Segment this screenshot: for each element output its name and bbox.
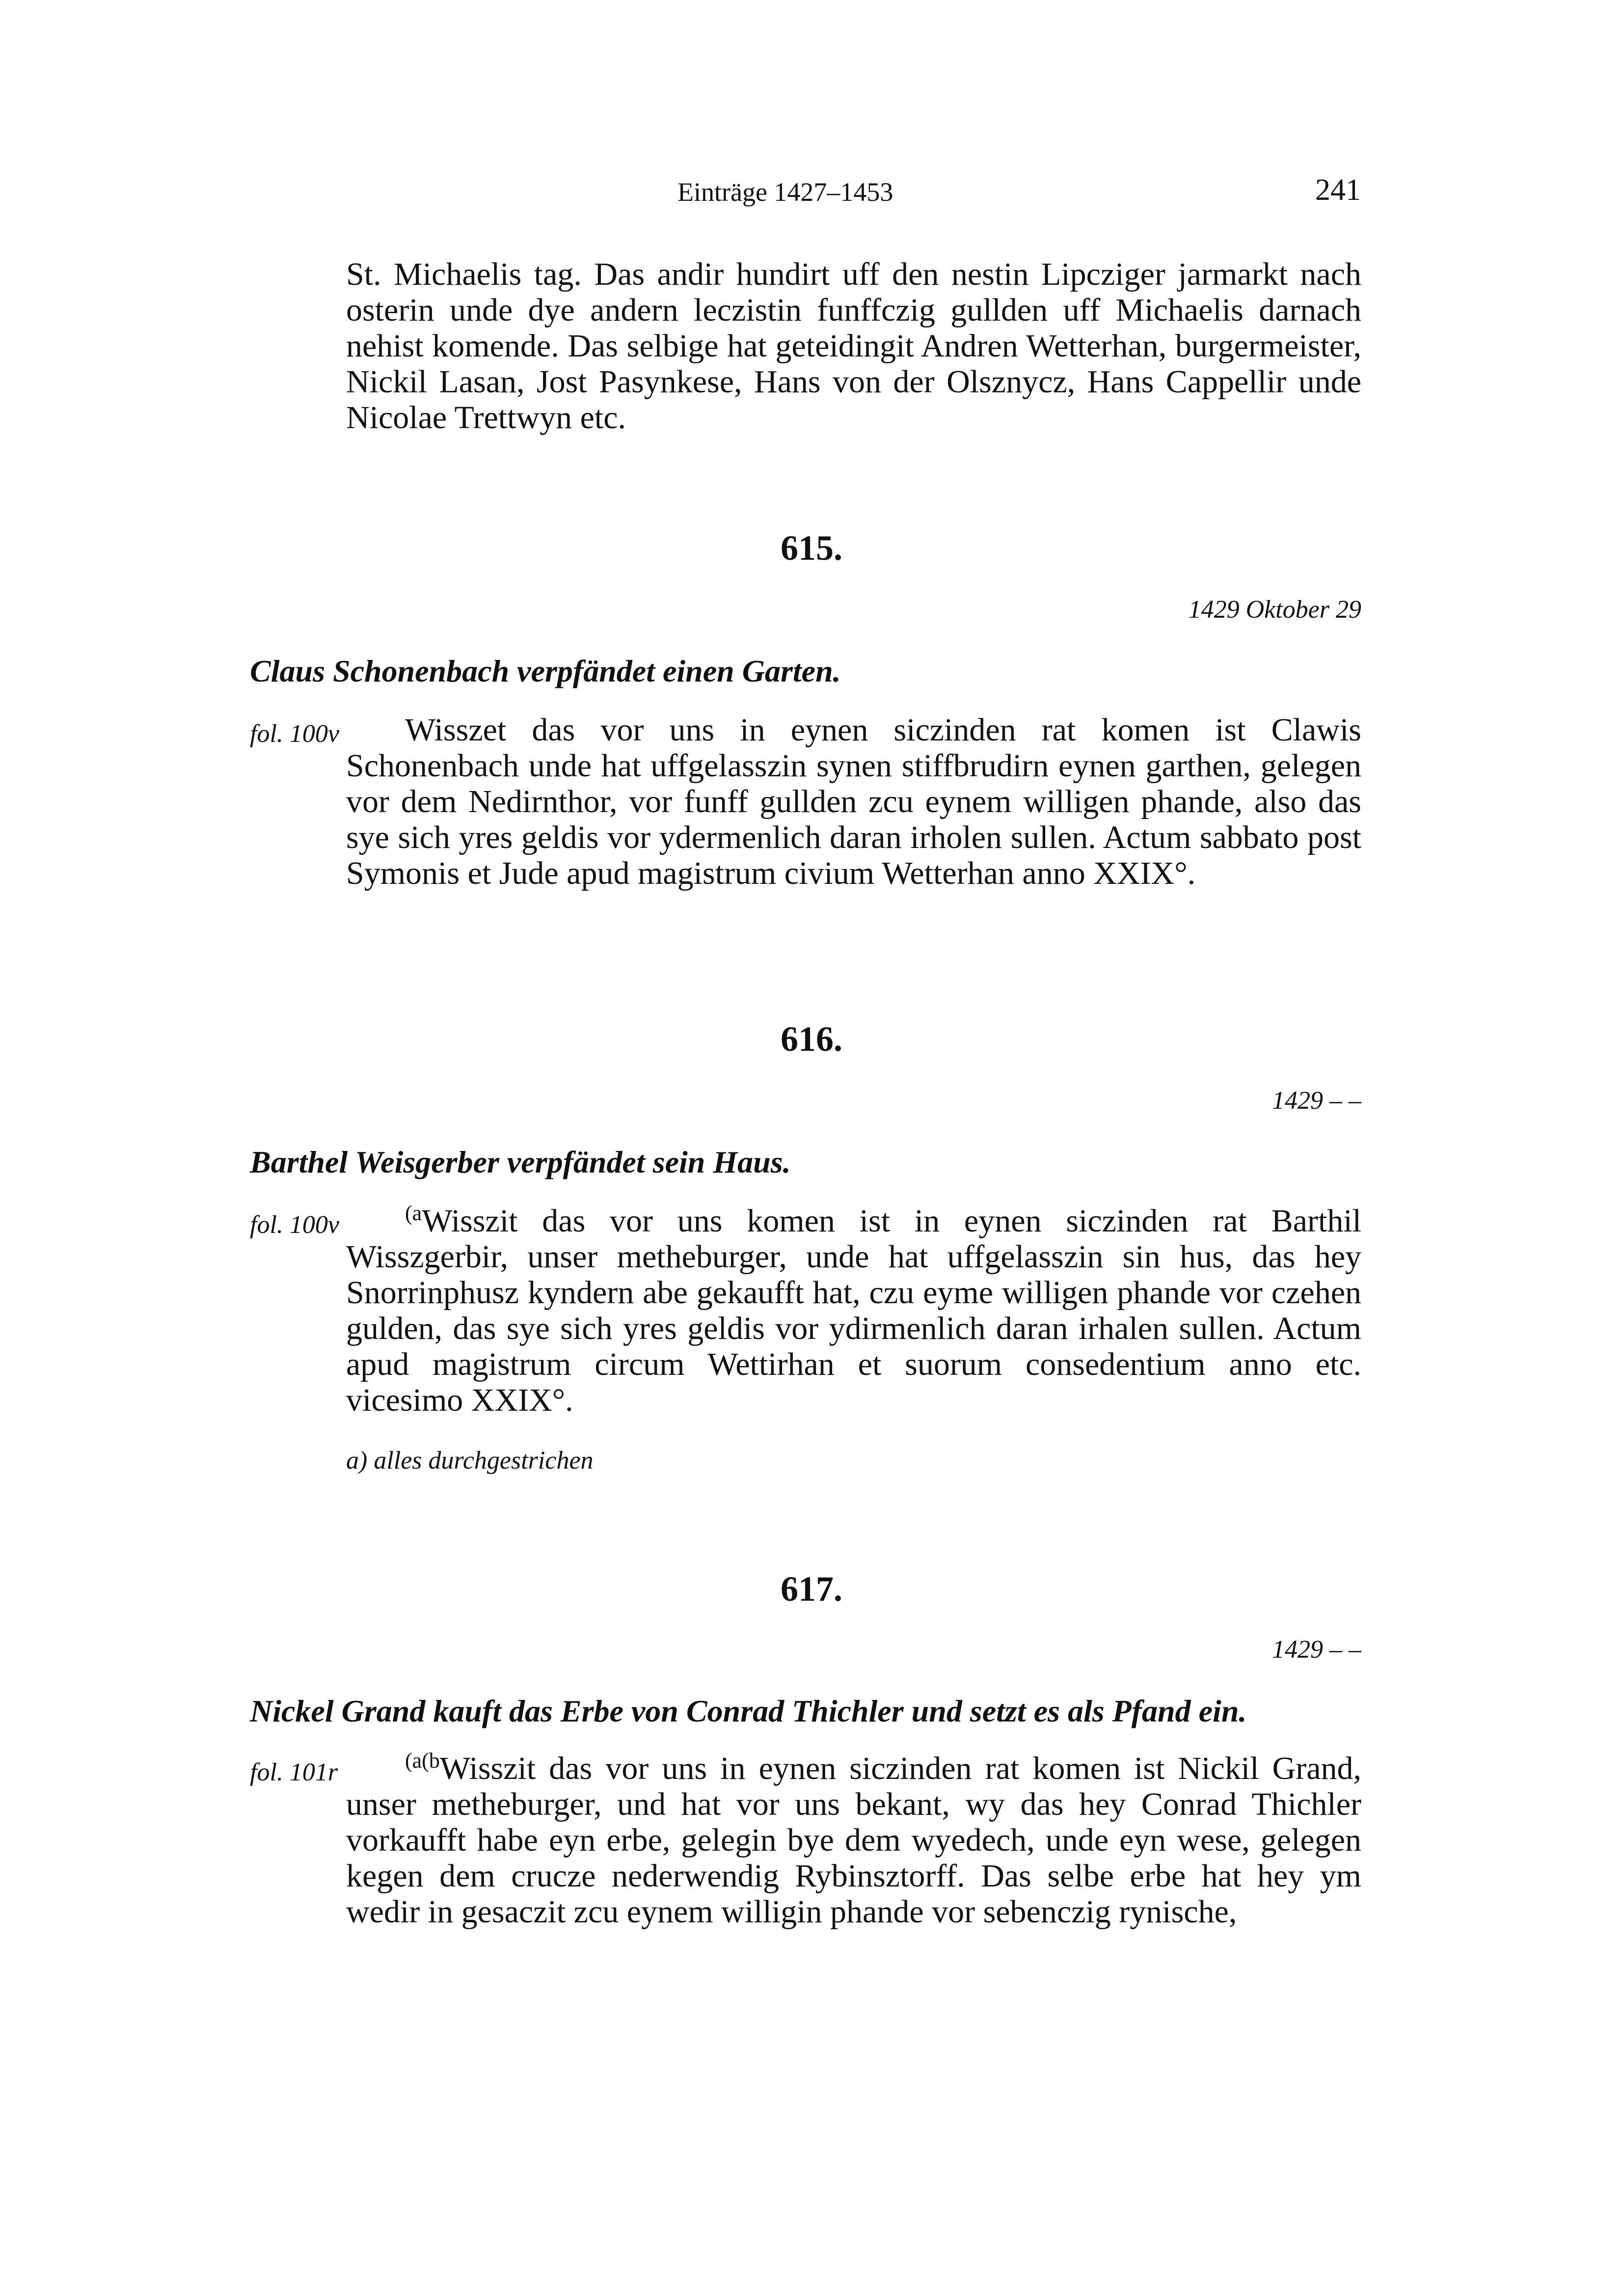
entry-body: Wisszit das vor uns in eynen siczinden rat komen ist Nickil Grand, unser metheburger, und hat vor uns bekant, wy das hey Conrad Thichler vorkaufft habe eyn erbe, gelegin bye dem wyedech, unde eyn wese, gelegen kegen dem crucze nederwendig Rybinsztorff. Das selbe erbe hat hey ym wedir in gesaczit zcu eynem willigin phande vor sebenczig rynische,: [346, 1750, 1361, 1930]
entry-text: [346, 1203, 1361, 1418]
carryover-paragraph: St. Michaelis tag. Das andir hundirt uff den nestin Lipcziger jarmarkt nach osterin unde dye andern leczistin funffczig gullden uff Michaelis darnach nehist komende. Das selbige hat geteidingit Andren Wetterhan, burgermeister, Nickil Lasan, Jost Pasynkese, Hans von der Olsznycz, Hans Cappellir unde Nicolae Trettwyn etc.: [346, 256, 1361, 436]
entry-title: Nickel Grand kauft das Erbe von Conrad Thichler und setzt es als Pfand ein.: [250, 1694, 1247, 1728]
footnote: a) alles durchgestrichen: [346, 1447, 594, 1475]
entry-title: Barthel Weisgerber verpfändet sein Haus.: [250, 1145, 791, 1179]
folio-reference: fol. 101r: [250, 1758, 338, 1786]
entry-text: [346, 712, 1361, 891]
page-number: 241: [1315, 173, 1361, 207]
entry-body: Wisszet das vor uns in eynen siczinden rat komen ist Clawis Schonenbach unde hat uffgelasszin synen stiffbrudirn eynen garthen, gelegen vor dem Nedirnthor, vor funff gullden zcu eynem willigen phande, also das sye sich yres geldis vor ydermenlich daran irholen sullen. Actum sabbato post Symonis et Jude apud magistrum civium Wetterhan anno XXIX°.: [346, 712, 1361, 891]
footnote-marker: (a(b: [405, 1749, 440, 1773]
folio-reference: fol. 100v: [250, 1211, 339, 1239]
entry-date: 1429 Oktober 29: [1188, 596, 1361, 624]
entry-number: 617.: [781, 1569, 842, 1609]
entry-body: Wisszit das vor uns komen ist in eynen siczinden rat Barthil Wisszgerbir, unser metheburger, unde hat uffgelasszin sin hus, das hey Snorrinphusz kyndern abe gekaufft hat, czu eyme willigen phande vor czehen gulden, das sye sich yres geldis vor ydirmenlich daran irhalen sullen. Actum apud magistrum circum Wettirhan et suorum consedentium anno etc. vicesimo XXIX°.: [346, 1203, 1361, 1418]
entry-text: [346, 1750, 1361, 1930]
entry-date: 1429 – –: [1272, 1636, 1361, 1664]
entry-number: 616.: [781, 1019, 842, 1059]
entry-title: Claus Schonenbach verpfändet einen Garten.: [250, 654, 841, 688]
running-head: Einträge 1427–1453: [677, 177, 893, 207]
entry-number: 615.: [781, 528, 842, 568]
folio-reference: fol. 100v: [250, 720, 339, 748]
entry-date: 1429 – –: [1272, 1087, 1361, 1115]
footnote-marker: (a: [405, 1201, 422, 1225]
